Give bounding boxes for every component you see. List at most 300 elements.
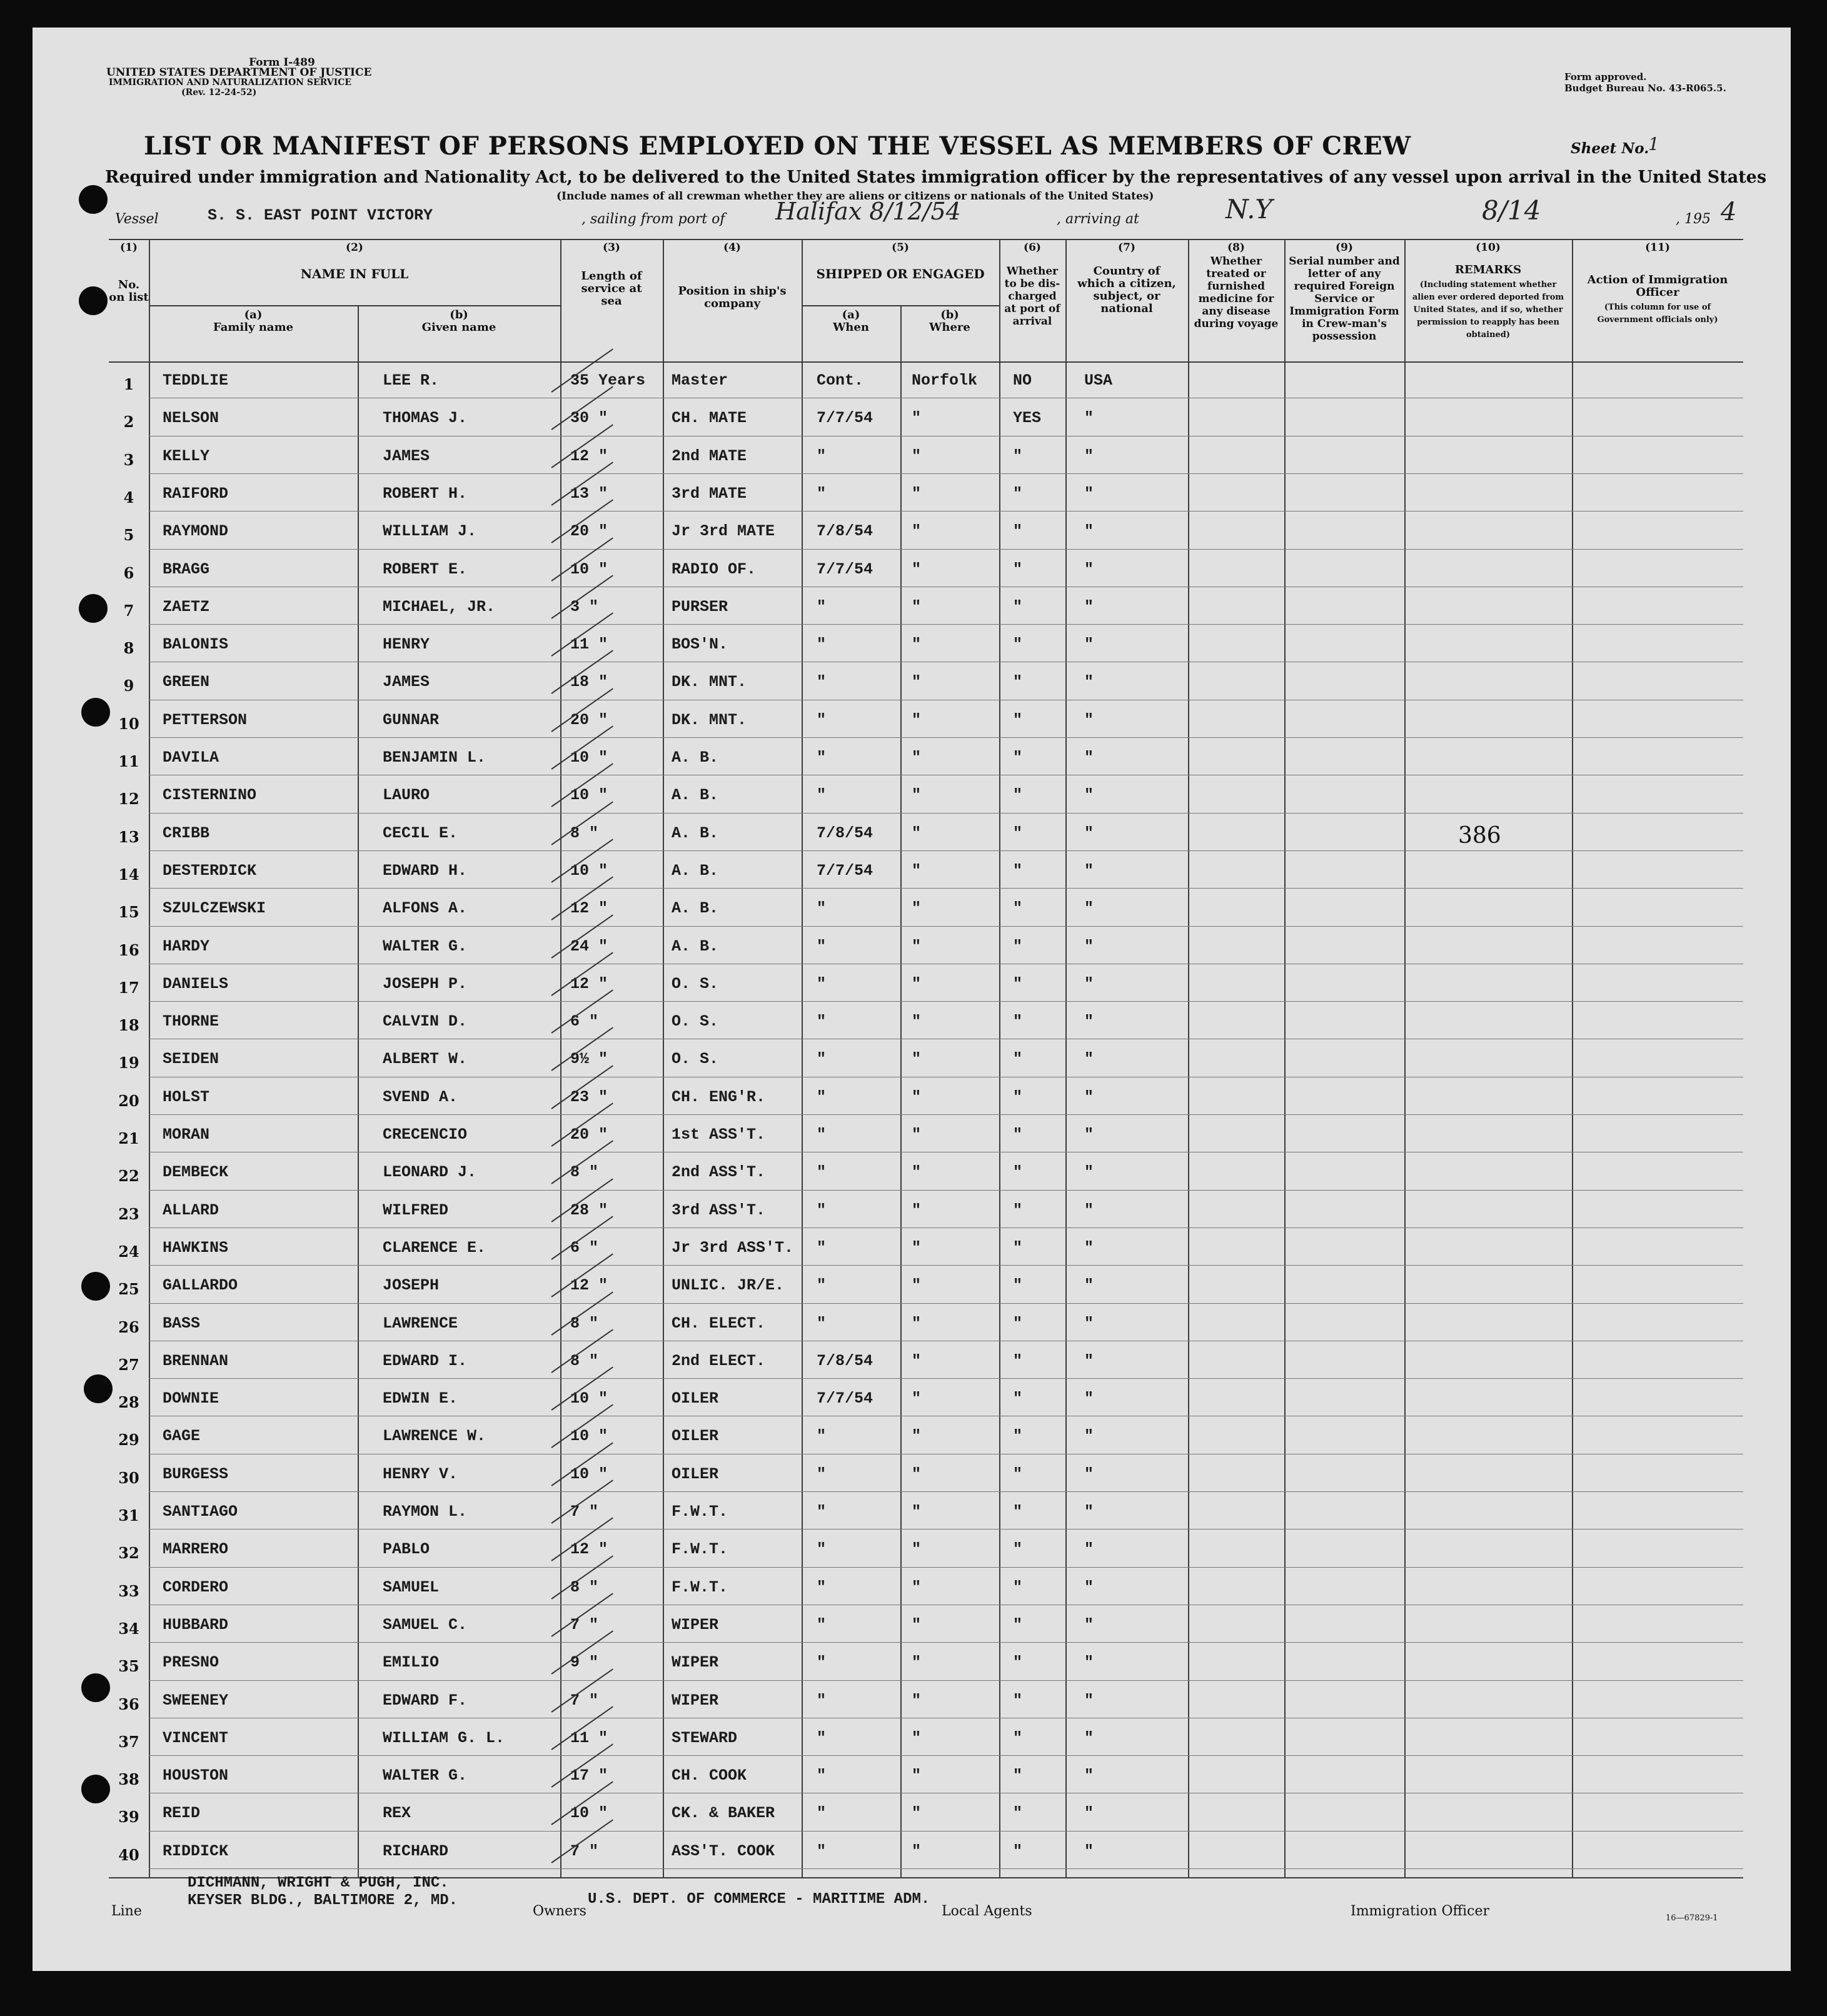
country: " <box>1084 1540 1094 1559</box>
service-length: 9½ " <box>570 1050 608 1069</box>
row-number: 40 <box>118 1845 139 1864</box>
shipped-when: " <box>817 1464 827 1483</box>
given-name: BENJAMIN L. <box>383 748 486 767</box>
position: UNLIC. JR/E. <box>672 1276 785 1295</box>
position: F.W.T. <box>672 1578 728 1596</box>
discharged: " <box>1013 597 1023 616</box>
shipped-where: " <box>912 1427 922 1446</box>
given-name: CECIL E. <box>383 824 458 842</box>
given-name: PABLO <box>383 1540 430 1559</box>
discharged: " <box>1013 710 1023 729</box>
column-rule <box>1188 239 1189 1877</box>
row-number: 15 <box>118 903 139 922</box>
position: OILER <box>672 1389 719 1408</box>
discharged: " <box>1013 786 1023 805</box>
family-name: DESTERDICK <box>163 861 257 880</box>
shipped-when: " <box>817 673 827 692</box>
given-name: WALTER G. <box>383 1767 468 1785</box>
country: " <box>1084 786 1094 805</box>
family-name: BALONIS <box>163 635 229 654</box>
shipped-when: Cont. <box>817 371 864 390</box>
shipped-when: 7/7/54 <box>817 1389 873 1408</box>
table-row-rule <box>149 1868 1743 1869</box>
given-name: WILLIAM G. L. <box>383 1728 505 1747</box>
family-name: RAYMOND <box>163 522 229 541</box>
row-number: 28 <box>118 1393 139 1412</box>
country: " <box>1084 974 1094 993</box>
service-length: 12 " <box>570 446 608 465</box>
country: USA <box>1084 371 1113 390</box>
family-name: BRENNAN <box>163 1351 229 1370</box>
shipped-when: " <box>817 446 827 465</box>
row-number: 1 <box>123 375 134 393</box>
service-length: 20 " <box>570 710 608 729</box>
row-number: 25 <box>118 1280 139 1299</box>
col7-number: (7) <box>1118 241 1135 254</box>
shipped-when: " <box>817 597 827 616</box>
column-rule <box>1065 239 1067 1877</box>
table-row-rule <box>149 1227 1743 1228</box>
given-name: LAWRENCE W. <box>383 1427 486 1446</box>
sheet-label: Sheet No. <box>1571 140 1649 157</box>
shipped-where: " <box>912 1126 922 1144</box>
shipped-where: " <box>912 1201 922 1219</box>
country: " <box>1084 409 1094 428</box>
table-row-rule <box>149 624 1743 625</box>
line-label: Line <box>111 1903 142 1919</box>
family-name: VINCENT <box>163 1728 229 1747</box>
given-name: SAMUEL C. <box>383 1615 468 1634</box>
service-length: 7 " <box>570 1842 599 1860</box>
row-number: 32 <box>118 1544 139 1563</box>
given-name: THOMAS J. <box>383 409 468 428</box>
table-row-rule <box>149 1190 1743 1191</box>
discharged: " <box>1013 1653 1023 1672</box>
row-number: 6 <box>123 563 134 582</box>
service-length: 10 " <box>570 1804 608 1823</box>
form-number: Form I-489 <box>249 56 315 69</box>
service: IMMIGRATION AND NATURALIZATION SERVICE <box>109 78 351 88</box>
discharged: " <box>1013 1728 1023 1747</box>
family-name: ZAETZ <box>163 597 210 616</box>
discharged: " <box>1013 446 1023 465</box>
discharged: " <box>1013 1351 1023 1370</box>
sheet-number: 1 <box>1648 134 1659 154</box>
shipped-when: 7/8/54 <box>817 1351 873 1370</box>
header-bottom-rule <box>109 361 1743 363</box>
country: " <box>1084 1389 1094 1408</box>
discharged: " <box>1013 1427 1023 1446</box>
service-length: 11 " <box>570 1728 608 1747</box>
position: WIPER <box>672 1691 719 1710</box>
shipped-when: 7/8/54 <box>817 824 873 842</box>
position: PURSER <box>672 597 728 616</box>
position: Master <box>672 371 728 390</box>
given-name: ALBERT W. <box>383 1050 468 1069</box>
punch-hole <box>81 1775 110 1803</box>
given-name: LAURO <box>383 786 430 805</box>
col4-header: Position in ship's company <box>678 285 787 310</box>
family-name: ALLARD <box>163 1201 219 1219</box>
row-number: 24 <box>118 1242 139 1261</box>
shipped-where: " <box>912 446 922 465</box>
shipped-when: " <box>817 1540 827 1559</box>
column-rule <box>1404 239 1406 1877</box>
discharged: " <box>1013 937 1023 955</box>
family-name: MORAN <box>163 1126 210 1144</box>
shipped-when: " <box>817 1201 827 1219</box>
discharged: " <box>1013 861 1023 880</box>
shipped-when: " <box>817 1503 827 1521</box>
discharged: " <box>1013 1238 1023 1257</box>
row-number: 30 <box>118 1468 139 1487</box>
shipped-where: " <box>912 635 922 654</box>
discharged: " <box>1013 1804 1023 1823</box>
row-number: 4 <box>123 488 134 507</box>
family-name: HUBBARD <box>163 1615 229 1634</box>
discharged: " <box>1013 1615 1023 1634</box>
column-rule <box>999 239 1000 1877</box>
table-row-rule <box>149 549 1743 550</box>
shipped-when: " <box>817 1276 827 1295</box>
arriving-port: N.Y <box>1226 194 1273 224</box>
shipped-where: " <box>912 560 922 578</box>
position: ASS'T. COOK <box>672 1842 775 1860</box>
family-name: BRAGG <box>163 560 210 578</box>
shipped-where: " <box>912 1503 922 1521</box>
country: " <box>1084 1314 1094 1333</box>
service-length: 6 " <box>570 1012 599 1031</box>
table-row-rule <box>149 737 1743 738</box>
country: " <box>1084 1050 1094 1069</box>
shipped-when: " <box>817 1842 827 1860</box>
form-code: 16—67829-1 <box>1666 1913 1718 1923</box>
country: " <box>1084 1012 1094 1031</box>
given-name: EDWIN E. <box>383 1389 458 1408</box>
service-length: 12 " <box>570 974 608 993</box>
shipped-where: " <box>912 1615 922 1634</box>
discharged: " <box>1013 484 1023 503</box>
country: " <box>1084 597 1094 616</box>
row-number: 8 <box>123 639 134 658</box>
remarks-number: 386 <box>1458 823 1501 849</box>
row-number: 20 <box>118 1091 139 1110</box>
col2b-header: (b) Given name <box>421 308 496 334</box>
shipped-when: " <box>817 1728 827 1747</box>
discharged: " <box>1013 1314 1023 1333</box>
shipped-where: " <box>912 1050 922 1069</box>
position: A. B. <box>672 899 719 918</box>
row-number: 3 <box>123 450 134 469</box>
column-rule <box>358 306 359 1877</box>
row-number: 13 <box>118 827 139 846</box>
position: CK. & BAKER <box>672 1804 775 1823</box>
position: A. B. <box>672 824 719 842</box>
given-name: SVEND A. <box>383 1087 458 1106</box>
given-name: WALTER G. <box>383 937 468 955</box>
col5-number: (5) <box>892 241 909 254</box>
shipped-where: " <box>912 597 922 616</box>
row-number: 10 <box>118 714 139 733</box>
row-number: 14 <box>118 865 139 884</box>
line-value: DICHMANN, WRIGHT & PUGH, INC. <box>188 1875 449 1892</box>
country: " <box>1084 1767 1094 1785</box>
service-length: 8 " <box>570 1314 599 1333</box>
col11-number: (11) <box>1645 241 1670 254</box>
punch-hole <box>79 594 108 623</box>
col7-header: Country of which a citizen, subject, or national <box>1077 265 1176 315</box>
officer-label: Immigration Officer <box>1351 1903 1490 1919</box>
position: DK. MNT. <box>672 673 747 692</box>
service-length: 8 " <box>570 1351 599 1370</box>
discharged: NO <box>1013 371 1032 390</box>
given-name: RAYMON L. <box>383 1503 468 1521</box>
vessel-name: S. S. EAST POINT VICTORY <box>208 206 433 224</box>
country: " <box>1084 1578 1094 1596</box>
shipped-when: " <box>817 1427 827 1446</box>
shipped-where: " <box>912 974 922 993</box>
instruction-note: (Include names of all crewman whether they are aliens or citizens or nationals of the United States) <box>556 190 1154 203</box>
sailing-port: Halifax 8/12/54 <box>775 198 961 225</box>
position: CH. COOK <box>672 1767 747 1785</box>
given-name: EDWARD I. <box>383 1351 468 1370</box>
discharged: " <box>1013 824 1023 842</box>
shipped-where: " <box>912 1540 922 1559</box>
given-name: CRECENCIO <box>383 1126 468 1144</box>
family-name: KELLY <box>163 446 210 465</box>
position: 3rd MATE <box>672 484 747 503</box>
discharged: " <box>1013 1767 1023 1785</box>
country: " <box>1084 937 1094 955</box>
table-row-rule <box>149 1755 1743 1756</box>
country: " <box>1084 1615 1094 1634</box>
table-row-rule <box>149 926 1743 927</box>
discharged: " <box>1013 560 1023 578</box>
family-name: GAGE <box>163 1427 201 1446</box>
shipped-where: " <box>912 409 922 428</box>
shipped-where: " <box>912 1238 922 1257</box>
row-number: 34 <box>118 1619 139 1638</box>
service-length: 30 " <box>570 409 608 428</box>
col8-number: (8) <box>1227 241 1245 254</box>
shipped-when: " <box>817 1578 827 1596</box>
service-length: 10 " <box>570 560 608 578</box>
shipped-when: " <box>817 1767 827 1785</box>
shipped-when: " <box>817 786 827 805</box>
position: CH. MATE <box>672 409 747 428</box>
shipped-where: " <box>912 484 922 503</box>
given-name: CLARENCE E. <box>383 1238 486 1257</box>
shipped-where: " <box>912 1276 922 1295</box>
shipped-where: " <box>912 1012 922 1031</box>
position: 2nd ELECT. <box>672 1351 766 1370</box>
shipped-where: " <box>912 1464 922 1483</box>
given-name: LEE R. <box>383 371 440 390</box>
service-length: 10 " <box>570 786 608 805</box>
shipped-where: " <box>912 937 922 955</box>
country: " <box>1084 1126 1094 1144</box>
row-number: 33 <box>118 1581 139 1600</box>
family-name: CRIBB <box>163 824 210 842</box>
shipped-where: " <box>912 673 922 692</box>
column-rule <box>900 306 902 1877</box>
row-number: 35 <box>118 1657 139 1676</box>
col8-header: Whether treated or furnished medicine for any disease during voyage <box>1194 255 1279 330</box>
family-name: HAWKINS <box>163 1238 229 1257</box>
country: " <box>1084 1728 1094 1747</box>
given-name: EDWARD H. <box>383 861 468 880</box>
position: 1st ASS'T. <box>672 1126 766 1144</box>
country: " <box>1084 1427 1094 1446</box>
table-row-rule <box>149 1831 1743 1832</box>
col5b-header: (b) Where <box>929 308 970 334</box>
family-name: PRESNO <box>163 1653 219 1672</box>
family-name: MARRERO <box>163 1540 229 1559</box>
punch-hole <box>81 1272 110 1301</box>
service-length: 8 " <box>570 824 599 842</box>
shipped-when: " <box>817 748 827 767</box>
table-row-rule <box>149 1642 1743 1643</box>
row-number: 12 <box>118 790 139 809</box>
form-approval <box>1564 71 1726 94</box>
given-name: EDWARD F. <box>383 1691 468 1710</box>
given-name: MICHAEL, JR. <box>383 597 496 616</box>
country: " <box>1084 824 1094 842</box>
service-length: 7 " <box>570 1615 599 1634</box>
country: " <box>1084 484 1094 503</box>
discharged: " <box>1013 1012 1023 1031</box>
given-name: EMILIO <box>383 1653 440 1672</box>
position: BOS'N. <box>672 635 728 654</box>
table-row-rule <box>149 1567 1743 1568</box>
given-name: ROBERT E. <box>383 560 468 578</box>
service-length: 12 " <box>570 1540 608 1559</box>
family-name: HOUSTON <box>163 1767 229 1785</box>
service-length: 12 " <box>570 899 608 918</box>
family-name: DANIELS <box>163 974 229 993</box>
col1-number: (1) <box>120 241 138 254</box>
shipped-where: " <box>912 1351 922 1370</box>
form-identification <box>106 58 371 98</box>
shipped-when: 7/8/54 <box>817 522 873 541</box>
table-row-rule <box>149 888 1743 889</box>
given-name: JOSEPH P. <box>383 974 468 993</box>
arrival-date: 8/14 <box>1482 195 1541 226</box>
shipped-where: " <box>912 710 922 729</box>
discharged: " <box>1013 1691 1023 1710</box>
row-number: 26 <box>118 1318 139 1336</box>
country: " <box>1084 861 1094 880</box>
shipped-where: " <box>912 1728 922 1747</box>
position: O. S. <box>672 1012 719 1031</box>
country: " <box>1084 1464 1094 1483</box>
given-name: WILFRED <box>383 1201 449 1219</box>
col2-number: (2) <box>346 241 363 254</box>
discharged: " <box>1013 899 1023 918</box>
family-name: RIDDICK <box>163 1842 229 1860</box>
position: Jr 3rd ASS'T. <box>672 1238 794 1257</box>
family-name: BURGESS <box>163 1464 229 1483</box>
service-length: 23 " <box>570 1087 608 1106</box>
approval-text: Form approved. <box>1564 71 1647 83</box>
country: " <box>1084 1351 1094 1370</box>
given-name: CALVIN D. <box>383 1012 468 1031</box>
shipped-when: " <box>817 937 827 955</box>
table-row-rule <box>149 1114 1743 1115</box>
shipped-when: " <box>817 899 827 918</box>
discharged: " <box>1013 635 1023 654</box>
family-name: SWEENEY <box>163 1691 229 1710</box>
service-length: 3 " <box>570 597 599 616</box>
family-name: THORNE <box>163 1012 219 1031</box>
country: " <box>1084 1691 1094 1710</box>
col1-header: No. on list <box>109 278 149 304</box>
family-name: REID <box>163 1804 201 1823</box>
col5a-header: (a) When <box>833 308 869 334</box>
shipped-where: " <box>912 899 922 918</box>
sailing-label: , sailing from port of <box>581 211 725 227</box>
country: " <box>1084 1653 1094 1672</box>
punch-hole <box>79 185 108 214</box>
discharged: " <box>1013 748 1023 767</box>
col10-header: REMARKS <box>1454 263 1522 276</box>
service-length: 20 " <box>570 522 608 541</box>
col5-header: SHIPPED OR ENGAGED <box>816 266 985 281</box>
row-number: 37 <box>118 1732 139 1751</box>
position: F.W.T. <box>672 1540 728 1559</box>
service-length: 10 " <box>570 748 608 767</box>
shipped-where: " <box>912 748 922 767</box>
given-name: SAMUEL <box>383 1578 440 1596</box>
col11-note: (This column for use of Government officials only) <box>1597 303 1718 325</box>
service-length: 28 " <box>570 1201 608 1219</box>
shipped-when: " <box>817 1126 827 1144</box>
country: " <box>1084 899 1094 918</box>
position: OILER <box>672 1427 719 1446</box>
given-name: HENRY <box>383 635 430 654</box>
shipped-when: " <box>817 974 827 993</box>
row-number: 39 <box>118 1808 139 1827</box>
col6-header: Whether to be dis-charged at port of arrival <box>1004 265 1060 328</box>
row-number: 29 <box>118 1431 139 1449</box>
shipped-where: " <box>912 1653 922 1672</box>
family-name: RAIFORD <box>163 484 229 503</box>
discharged: " <box>1013 1163 1023 1182</box>
col9-header: Serial number and letter of any required Foreign Service or Immigration Form in Crew-man's possession <box>1289 255 1400 343</box>
family-name: GALLARDO <box>163 1276 238 1295</box>
country: " <box>1084 748 1094 767</box>
position: WIPER <box>672 1653 719 1672</box>
shipped-when: 7/7/54 <box>817 560 873 578</box>
shipped-where: " <box>912 1767 922 1785</box>
shipped-when: 7/7/54 <box>817 409 873 428</box>
table-row-rule <box>149 473 1743 474</box>
document-title: LIST OR MANIFEST OF PERSONS EMPLOYED ON THE VESSEL AS MEMBERS OF CREW <box>144 131 1411 161</box>
country: " <box>1084 560 1094 578</box>
column-rule <box>149 239 150 1877</box>
discharged: " <box>1013 1087 1023 1106</box>
col6-number: (6) <box>1024 241 1041 254</box>
owners-value: U.S. DEPT. OF COMMERCE - MARITIME ADM. <box>588 1891 930 1908</box>
shipped-where: " <box>912 1578 922 1596</box>
discharged: " <box>1013 1276 1023 1295</box>
column-rule <box>663 239 664 1877</box>
position: CH. ENG'R. <box>672 1087 766 1106</box>
family-name: SANTIAGO <box>163 1503 238 1521</box>
position: A. B. <box>672 937 719 955</box>
country: " <box>1084 1842 1094 1860</box>
col3-header: Length of service at sea <box>581 270 642 308</box>
